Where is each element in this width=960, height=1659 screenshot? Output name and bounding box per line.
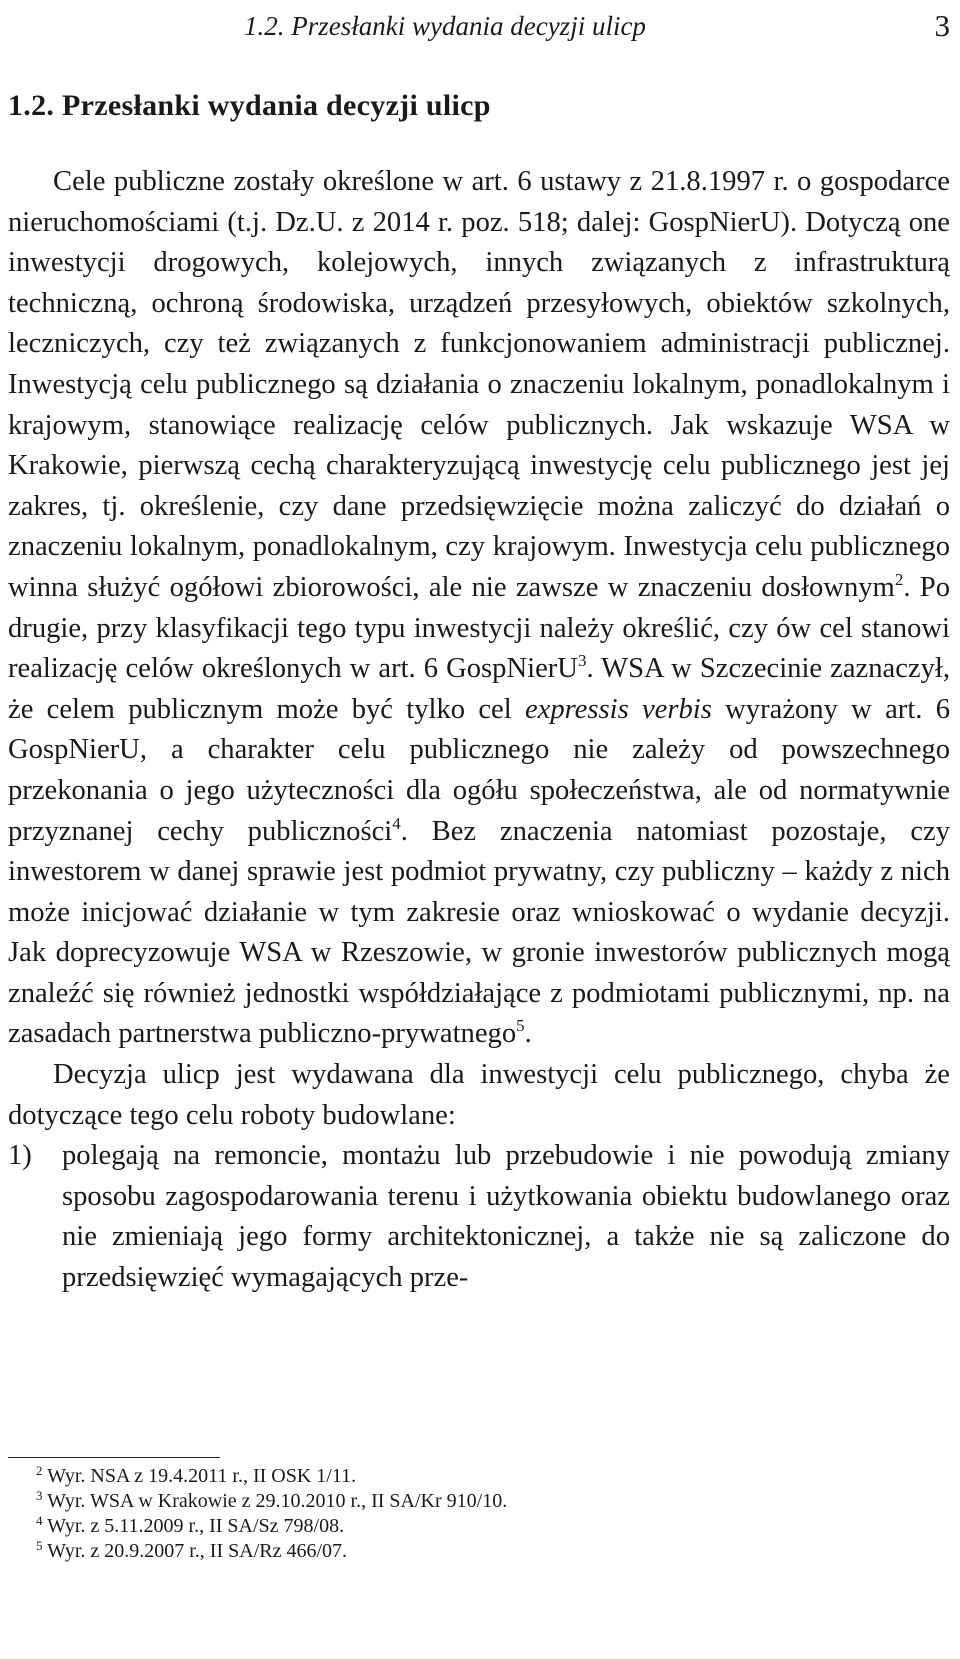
paragraph-1-text-b: . Po drugie, przy klasyfikacji tego typu inwestycji należy określić, czy ów cel stanowi realizację celów określonych w art. 6 GospNierU: [8, 571, 950, 685]
footnote-ref-3[interactable]: 3: [577, 651, 587, 671]
footnote-2: [36, 1464, 936, 1489]
footnote-text: Wyr. NSA z 19.4.2011 r., II OSK 1/11.: [47, 1465, 357, 1487]
list-item: [8, 1136, 950, 1298]
footnote-number: 4: [36, 1513, 43, 1528]
footnote-number: 2: [36, 1463, 43, 1478]
footnote-number: 3: [36, 1488, 43, 1503]
footnote-3: [36, 1489, 936, 1514]
footnote-4: [36, 1514, 936, 1539]
list-item-number: 1): [8, 1140, 32, 1172]
latin-phrase: expressis verbis: [524, 693, 712, 725]
footnotes: [36, 1464, 936, 1564]
footnote-number: 5: [36, 1538, 43, 1553]
running-header: [0, 6, 950, 46]
footnote-text: Wyr. z 20.9.2007 r., II SA/Rz 466/07.: [47, 1540, 348, 1562]
footnote-5: [36, 1539, 936, 1564]
list-item-text: polegają na remoncie, montażu lub przebudowie i nie powodują zmiany sposobu zagospodarowania terenu i użytkowania obiektu budowlanego oraz nie zmieniają jego formy architektonicznej, a także nie są zaliczone do przedsięwzięć wymagających prze-: [62, 1140, 950, 1294]
running-title: 1.2. Przesłanki wydania decyzji ulicp: [244, 11, 646, 41]
footnote-ref-5[interactable]: 5: [516, 1016, 525, 1036]
body-text: [8, 162, 950, 1299]
footnote-ref-2[interactable]: 2: [894, 569, 904, 589]
paragraph-1-text-f: .: [524, 1018, 532, 1050]
footnote-text: Wyr. WSA w Krakowie z 29.10.2010 r., II SA/Kr 910/10.: [47, 1490, 508, 1512]
paragraph-1-text-a: Cele publiczne zostały określone w art. 6 ustawy z 21.8.1997 r. o gospodarce nieruchomościami (t.j. Dz.U. z 2014 r. poz. 518; dalej: GospNierU). Dotyczą one inwestycji drogowych, kolejowych, innych związanych z infrastrukturą techniczną, ochroną środowiska, urządzeń przesyłowych, obiektów szkolnych, leczniczych, czy też związanych z funkcjonowaniem administracji publicznej. Inwestycją celu publicznego są działania o znaczeniu lokalnym, ponadlokalnym i krajowym, stanowiące realizację celów publicznych. Jak wskazuje WSA w Krakowie, pierwszą cechą charakteryzującą inwestycję celu publicznego jest jej zakres, tj. określenie, czy dane przedsięwzięcie można zaliczyć do działań o znaczeniu lokalnym, ponadlokalnym, czy krajowym. Inwestycja celu publicznego winna służyć ogółowi zbiorowości, ale nie zawsze w znaczeniu dosłownym: [8, 166, 950, 603]
footnote-ref-4[interactable]: 4: [392, 813, 401, 833]
paragraph-1-text-d: wyrażony w art. 6 GospNierU, a charakter celu publicznego nie zależy od powszechnego przekonania o jego użyteczności dla ogółu społeczeństwa, ale od normatywnie przyznanej cechy publiczności: [8, 693, 950, 847]
paragraph-2: Decyzja ulicp jest wydawana dla inwestycji celu publicznego, chyba że dotyczące tego celu roboty budowlane:: [8, 1059, 950, 1131]
footnote-divider: [8, 1457, 220, 1458]
page-number: 3: [934, 8, 950, 43]
paragraph-1-text-c: . WSA w Szczecinie zaznaczył, że celem publicznym może być tylko cel: [8, 653, 950, 725]
footnote-text: Wyr. z 5.11.2009 r., II SA/Sz 798/08.: [47, 1515, 345, 1537]
paragraph-1-text-e: . Bez znaczenia natomiast pozostaje, czy inwestorem w danej sprawie jest podmiot prywatny, czy publiczny – każdy z nich może inicjować działanie w tym zakresie oraz wnioskować o wydanie decyzji. Jak doprecyzowuje WSA w Rzeszowie, w gronie inwestorów publicznych mogą znaleźć się również jednostki współdziałające z podmiotami publicznymi, np. na zasadach partnerstwa publiczno-prywatnego: [8, 815, 950, 1050]
paragraph-1: [8, 162, 950, 1055]
section-heading: 1.2. Przesłanki wydania decyzji ulicp: [8, 89, 491, 122]
